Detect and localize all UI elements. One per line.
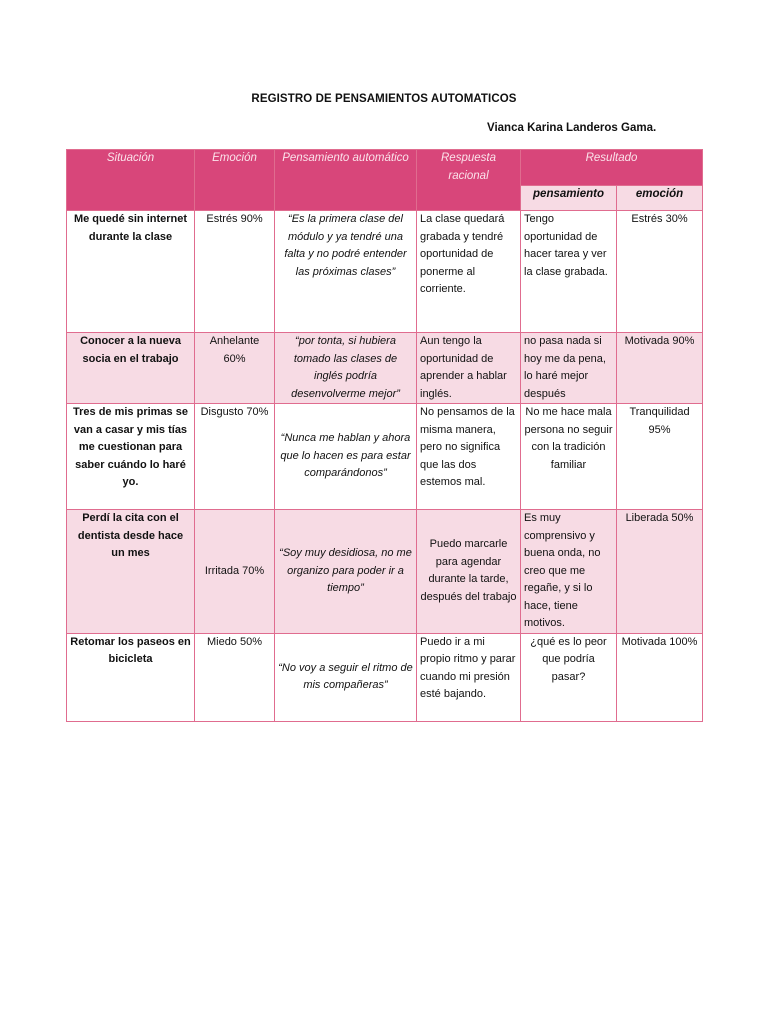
cell-respuesta: No pensamos de la misma manera, pero no significa que las dos estemos mal. bbox=[417, 404, 521, 510]
cell-respuesta: Puedo ir a mi propio ritmo y parar cuando mi presión esté bajando. bbox=[417, 633, 521, 721]
cell-resultado-emocion: Motivada 90% bbox=[617, 333, 703, 404]
cell-pensamiento: “Soy muy desidiosa, no me organizo para poder ir a tiempo” bbox=[275, 510, 417, 634]
cell-resultado-pensamiento: Tengo oportunidad de hacer tarea y ver la clase grabada. bbox=[521, 211, 617, 333]
document-author: Vianca Karina Landeros Gama. bbox=[487, 122, 657, 134]
header-respuesta: Respuesta racional bbox=[417, 150, 521, 211]
cell-resultado-pensamiento: ¿qué es lo peor que podría pasar? bbox=[521, 633, 617, 721]
table-row bbox=[67, 404, 703, 510]
cell-pensamiento: “Nunca me hablan y ahora que lo hacen es para estar comparándonos” bbox=[275, 404, 417, 510]
header-resultado-pensamiento: pensamiento bbox=[521, 186, 617, 211]
cell-situacion: Me quedé sin internet durante la clase bbox=[67, 211, 195, 333]
header-resultado: Resultado bbox=[521, 150, 703, 186]
cell-emocion: Irritada 70% bbox=[195, 510, 275, 634]
cell-situacion: Tres de mis primas se van a casar y mis tías me cuestionan para saber cuándo lo haré yo. bbox=[67, 404, 195, 510]
cell-resultado-emocion: Tranquilidad 95% bbox=[617, 404, 703, 510]
cell-resultado-emocion: Liberada 50% bbox=[617, 510, 703, 634]
cell-pensamiento: “Es la primera clase del módulo y ya tendré una falta y no podré entender las próximas clases” bbox=[275, 211, 417, 333]
cell-resultado-emocion: Motivada 100% bbox=[617, 633, 703, 721]
table-row bbox=[67, 633, 703, 721]
cell-resultado-pensamiento: Es muy comprensivo y buena onda, no creo que me regañe, y si lo hace, tiene motivos. bbox=[521, 510, 617, 634]
header-emocion: Emoción bbox=[195, 150, 275, 211]
header-situacion: Situación bbox=[67, 150, 195, 211]
cell-respuesta: La clase quedará grabada y tendré oportunidad de ponerme al corriente. bbox=[417, 211, 521, 333]
cell-emocion: Disgusto 70% bbox=[195, 404, 275, 510]
cell-emocion: Estrés 90% bbox=[195, 211, 275, 333]
cell-respuesta: Aun tengo la oportunidad de aprender a hablar inglés. bbox=[417, 333, 521, 404]
cell-resultado-pensamiento: No me hace mala persona no seguir con la tradición familiar bbox=[521, 404, 617, 510]
cell-pensamiento: “No voy a seguir el ritmo de mis compañeras” bbox=[275, 633, 417, 721]
document-title: REGISTRO DE PENSAMIENTOS AUTOMATICOS bbox=[251, 93, 517, 105]
thought-record-table bbox=[66, 149, 703, 722]
cell-resultado-emocion: Estrés 30% bbox=[617, 211, 703, 333]
cell-emocion: Miedo 50% bbox=[195, 633, 275, 721]
cell-resultado-pensamiento: no pasa nada si hoy me da pena, lo haré mejor después bbox=[521, 333, 617, 404]
header-resultado-emocion: emoción bbox=[617, 186, 703, 211]
cell-respuesta: Puedo marcarle para agendar durante la tarde, después del trabajo bbox=[417, 510, 521, 634]
table-row bbox=[67, 211, 703, 333]
table-row bbox=[67, 510, 703, 634]
header-pensamiento: Pensamiento automático bbox=[275, 150, 417, 211]
cell-situacion: Perdí la cita con el dentista desde hace un mes bbox=[67, 510, 195, 634]
cell-situacion: Retomar los paseos en bicicleta bbox=[67, 633, 195, 721]
cell-emocion: Anhelante 60% bbox=[195, 333, 275, 404]
cell-situacion: Conocer a la nueva socia en el trabajo bbox=[67, 333, 195, 404]
table-row bbox=[67, 333, 703, 404]
cell-pensamiento: “por tonta, si hubiera tomado las clases de inglés podría desenvolverme mejor” bbox=[275, 333, 417, 404]
